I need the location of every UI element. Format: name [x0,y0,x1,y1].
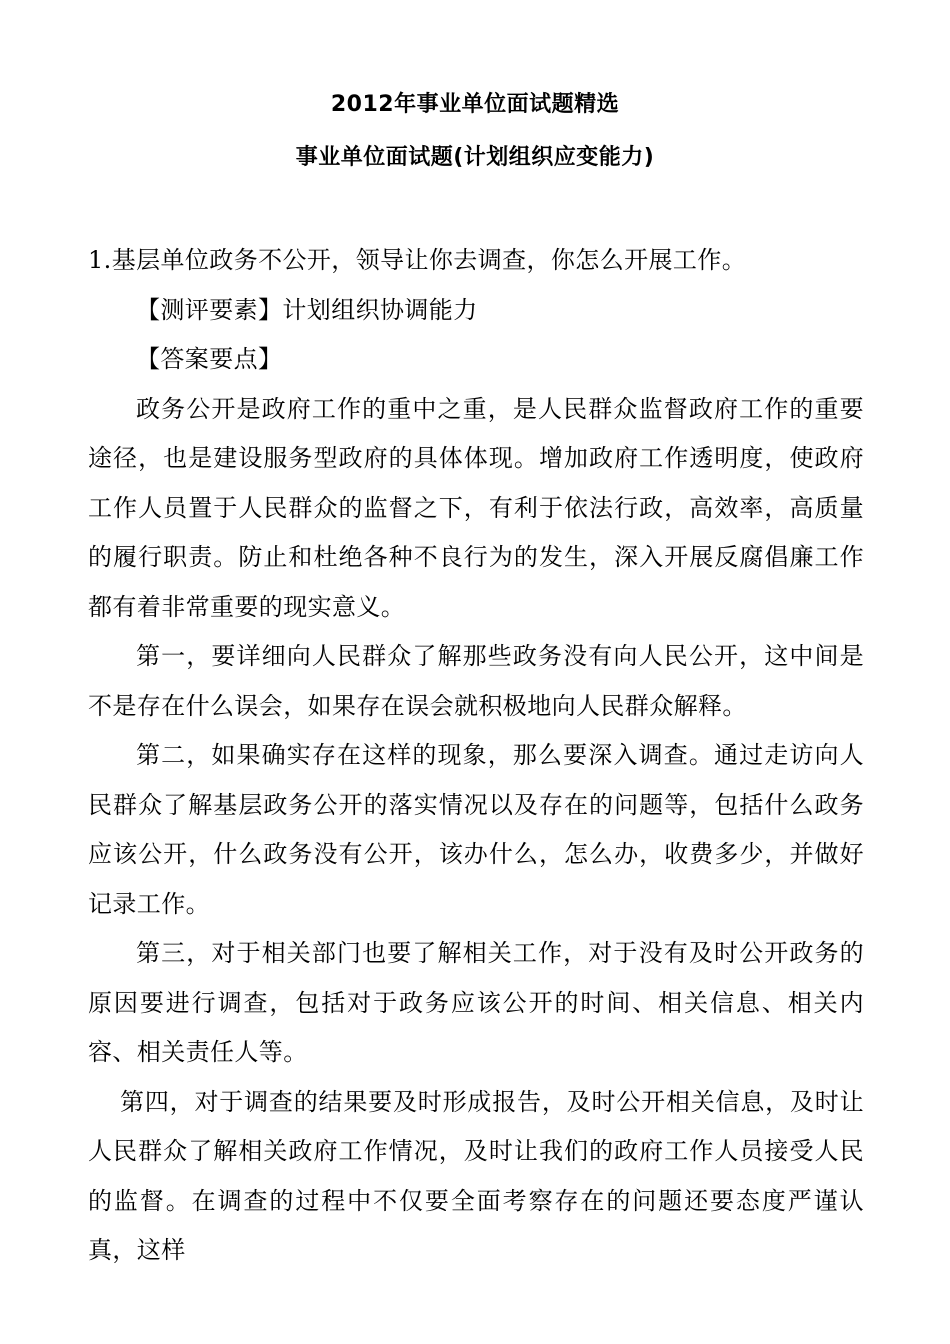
paragraph-fourth: 第四，对于调查的结果要及时形成报告，及时公开相关信息，及时让人民群众了解相关政府工作情况，及时让我们的政府工作人员接受人民的监督。在调查的过程中不仅要全面考察存在的问题还要态度严谨认真，这样 [88,1087,864,1264]
question-text: 1.基层单位政务不公开，领导让你去调查，你怎么开展工作。 [88,246,747,274]
paragraph-first: 第一，要详细向人民群众了解那些政务没有向人民公开，这中间是不是存在什么误会，如果存在误会就积极地向人民群众解释。 [88,642,864,720]
assessment-elements: 【测评要素】计划组织协调能力 [136,295,478,324]
paragraph-intro: 政务公开是政府工作的重中之重，是人民群众监督政府工作的重要途径，也是建设服务型政府的具体体现。增加政府工作透明度，使政府工作人员置于人民群众的监督之下，有利于依法行政，高效率，高质量的履行职责。防止和杜绝各种不良行为的发生，深入开展反腐倡廉工作都有着非常重要的现实意义。 [88,394,864,621]
document-title: 2012年事业单位面试题精选 [330,92,620,117]
document-subtitle: 事业单位面试题(计划组织应变能力) [295,145,655,170]
document-body [88,236,864,1276]
paragraph-second: 第二，如果确实存在这样的现象，那么要深入调查。通过走访向人民群众了解基层政务公开的落实情况以及存在的问题等，包括什么政务应该公开，什么政务没有公开，该办什么，怎么办，收费多少，并做好记录工作。 [88,741,864,918]
paragraph-third: 第三，对于相关部门也要了解相关工作，对于没有及时公开政务的原因要进行调查，包括对于政务应该公开的时间、相关信息、相关内容、相关责任人等。 [88,939,864,1066]
answer-points-heading: 【答案要点】 [136,345,283,373]
